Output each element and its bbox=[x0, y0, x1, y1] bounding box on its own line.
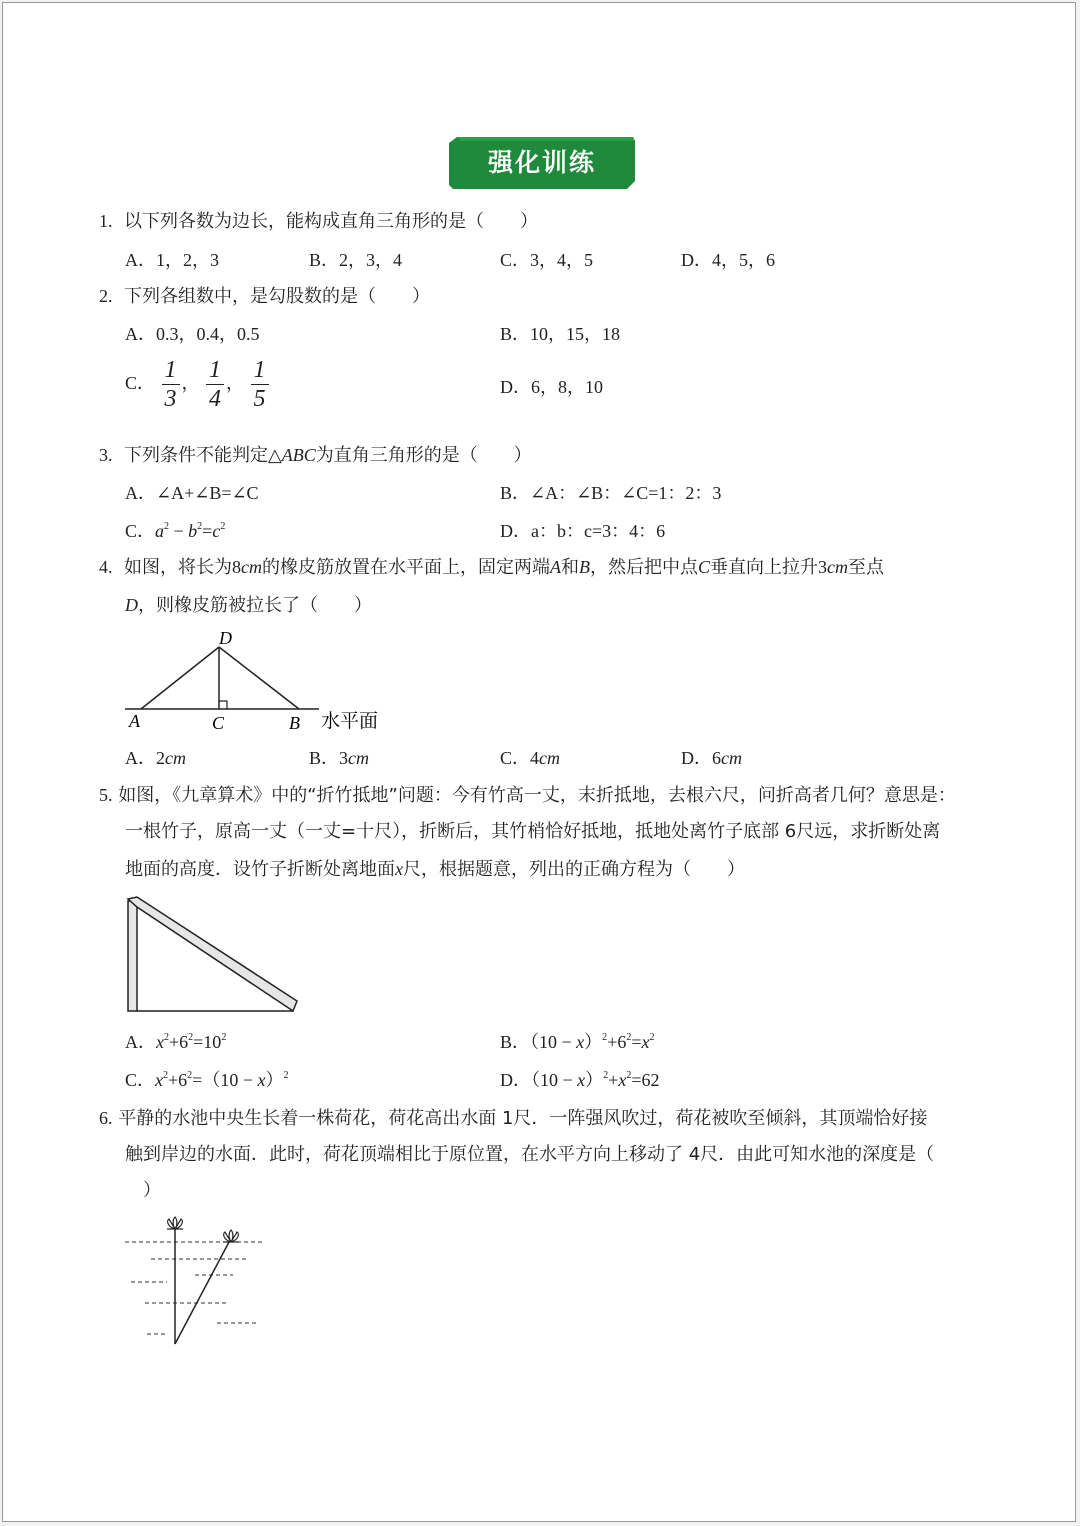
q3-option-d: D．a：b：c=3：4：6 bbox=[500, 521, 666, 541]
question-text: 以下列各数为边长，能构成直角三角形的是（ ） bbox=[123, 211, 538, 232]
q1-option-c: C．3，4，5 bbox=[500, 250, 594, 270]
q1-option-b: B．2，3，4 bbox=[309, 250, 403, 270]
question-6-line2: 触到岸边的水面．此时，荷花顶端相比于原位置，在水平方向上移动了 4尺．由此可知水池的深度是（ bbox=[125, 1144, 935, 1165]
question-1 bbox=[99, 209, 538, 234]
q4-option-d: D．6cm bbox=[681, 748, 742, 768]
section-title: 强化训练 bbox=[487, 148, 596, 177]
q5-option-a: A．$x^2+6^2=10^2$ bbox=[125, 1032, 227, 1052]
label-horizontal-plane: 水平面 bbox=[321, 711, 379, 732]
question-5-line2: 一根竹子，原高一丈（一丈=十尺），折断后，其竹梢恰好抵地，抵地处离竹子底部 6尺远，求折断处离 bbox=[125, 821, 941, 842]
section-banner bbox=[449, 137, 635, 189]
question-number: 3. bbox=[99, 445, 113, 465]
question-number: 6. bbox=[99, 1108, 113, 1128]
fraction: $\frac{1}{3}$ bbox=[162, 356, 180, 413]
q5-option-b: B．$(10 - x)^2+6^2=x^2$ bbox=[500, 1032, 655, 1052]
q3-option-b: B．∠A：∠B：∠C=1：2：3 bbox=[500, 483, 722, 503]
label-c: C bbox=[212, 713, 225, 733]
q2-option-c: C． $\frac{1}{3}$ ， $\frac{1}{4}$ ， $\frac{1}{5}$ bbox=[125, 353, 271, 413]
q2-option-b: B．10，15，18 bbox=[500, 324, 621, 344]
fraction: $\frac{1}{5}$ bbox=[251, 356, 269, 413]
label-a: A bbox=[129, 711, 140, 731]
question-4: 4. 如图，将长为8cm的橡皮筋放置在水平面上，固定两端A和B，然后把中点C垂直向上拉升3cm至点 bbox=[99, 557, 884, 578]
option-label: C． bbox=[125, 373, 156, 393]
label-b: B bbox=[289, 713, 300, 733]
question-number: 2. bbox=[99, 286, 113, 306]
rubber-band-figure bbox=[121, 625, 391, 735]
q5-option-c: C．$x^2+6^2=(10 - x)^2$ bbox=[125, 1070, 289, 1090]
q1-option-a: A．1，2，3 bbox=[125, 250, 219, 270]
question-number: 1. bbox=[99, 211, 113, 231]
q4-option-a: A．2cm bbox=[125, 748, 186, 768]
question-text: 下列各组数中，是勾股数的是（ ） bbox=[123, 286, 430, 307]
question-3: 3. 下列条件不能判定△ABC为直角三角形的是（ ） bbox=[99, 445, 532, 466]
question-4-cont: D，则橡皮筋被拉长了（ ） bbox=[125, 595, 372, 616]
lotus-flower-tilted-icon bbox=[223, 1230, 239, 1242]
question-number: 4. bbox=[99, 557, 113, 577]
question-6-line3: ） bbox=[143, 1180, 161, 1201]
q4-option-c: C．4cm bbox=[500, 748, 561, 768]
question-5: 5. 如图，《九章算术》中的“折竹抵地”问题：今有竹高一丈，末折抵地，去根六尺，问折高者几何？意思是： bbox=[99, 785, 956, 806]
question-5-line3: 地面的高度．设竹子折断处离地面x尺，根据题意，列出的正确方程为（ ） bbox=[125, 859, 745, 880]
label-d: D bbox=[219, 628, 232, 648]
question-2 bbox=[99, 284, 430, 309]
lotus-flower-icon bbox=[167, 1217, 183, 1229]
q2-option-a: A．0.3，0.4，0.5 bbox=[125, 324, 260, 344]
broken-bamboo-figure bbox=[123, 895, 301, 1019]
q3-option-a: A．∠A+∠B=∠C bbox=[125, 483, 259, 503]
q1-option-d: D．4，5，6 bbox=[681, 250, 775, 270]
fraction: $\frac{1}{4}$ bbox=[206, 356, 224, 413]
question-6: 6. 平静的水池中央生长着一株荷花，荷花高出水面 1尺．一阵强风吹过，荷花被吹至倾斜，其顶端恰好接 bbox=[99, 1108, 928, 1129]
worksheet-page bbox=[2, 2, 1076, 1522]
question-number: 5. bbox=[99, 785, 113, 805]
q2-option-d: D．6，8，10 bbox=[500, 377, 603, 397]
q4-option-b: B．3cm bbox=[309, 748, 370, 768]
q3-option-c: C．$a^2 - b^2=c^2$ bbox=[125, 521, 226, 541]
q5-option-d: D．$(10 - x)^2+x^2=62$ bbox=[500, 1070, 660, 1090]
lotus-pond-figure bbox=[121, 1213, 271, 1349]
